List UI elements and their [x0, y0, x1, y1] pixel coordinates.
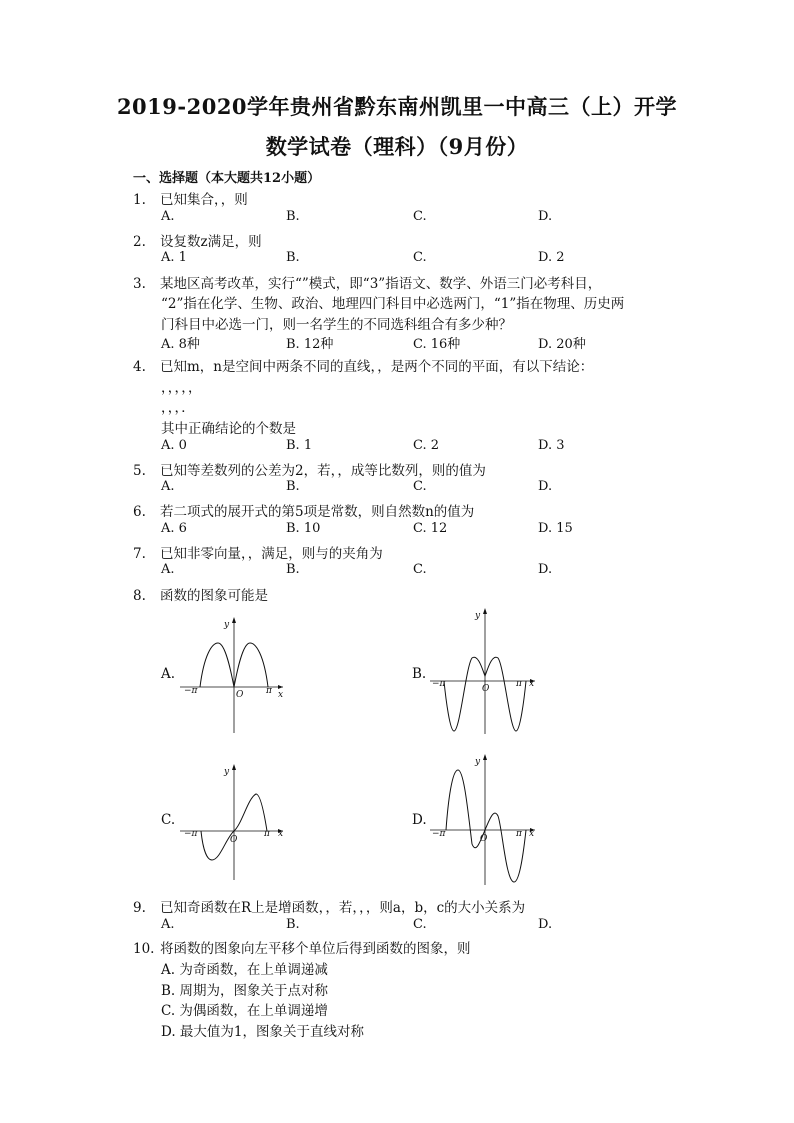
graph-c	[180, 762, 290, 882]
question-8: 8. 函数的图象可能是	[133, 588, 268, 604]
question-10-option-a: A. 为奇函数，在上单调递减	[161, 962, 328, 978]
question-4-options: A. 0 B. 1 C. 2 D. 3	[161, 438, 565, 453]
graph-d-neg-pi-label: −π	[432, 829, 446, 839]
question-9: 9. 已知奇函数在R上是增函数，，若，，，则a，b，c的大小关系为	[133, 900, 526, 916]
question-7-options: A. B. C. D.	[161, 562, 553, 577]
question-6: 6. 若二项式的展开式的第5项是常数，则自然数n的值为	[133, 504, 475, 520]
graph-d-x-label: x	[529, 829, 535, 839]
question-4-line3: ，，，．	[161, 400, 195, 416]
graph-c-y-label: y	[224, 767, 230, 777]
graph-c-origin-label: O	[230, 835, 238, 845]
question-7: 7. 已知非零向量，，满足，则与的夹角为	[133, 546, 383, 562]
question-4-line2: ，，，，，	[161, 380, 202, 396]
question-6-options: A. 6 B. 10 C. 12 D. 15	[161, 521, 573, 536]
question-5-options: A. B. C. D.	[161, 479, 553, 494]
question-2: 2. 设复数z满足，则	[133, 234, 262, 250]
question-10: 10. 将函数的图象向左平移个单位后得到函数的图象，则	[133, 941, 471, 957]
question-3-options: A. 8种 B. 12种 C. 16种 D. 20种	[161, 337, 586, 352]
graph-d	[430, 752, 545, 887]
question-3-line3: 门科目中必选一门，则一名学生的不同选科组合有多少种？	[161, 317, 512, 333]
graph-c-x-label: x	[278, 829, 284, 839]
graph-a-pi-label: π	[266, 686, 272, 696]
graph-a-label: A.	[161, 666, 176, 682]
question-2-options: A. 1 B. C. D. 2	[161, 250, 565, 265]
question-10-option-d: D. 最大值为1，图象关于直线对称	[161, 1024, 365, 1040]
question-3-line2: “2”指在化学、生物、政治、地理四门科目中必选两门，“1”指在物理、历史两	[161, 296, 625, 312]
graph-b-pi-label: π	[516, 679, 522, 689]
section-heading: 一、选择题（本大题共12小题）	[133, 171, 321, 186]
question-9-options: A. B. C. D.	[161, 917, 553, 932]
exam-title-line2: 数学试卷（理科）（9月份）	[265, 134, 529, 159]
graph-a	[180, 615, 290, 735]
question-5: 5. 已知等差数列的公差为2，若，，成等比数列，则的值为	[133, 463, 486, 479]
question-3: 3. 某地区高考改革，实行“”模式，即“3”指语文、数学、外语三门必考科目，	[133, 276, 602, 292]
graph-b-origin-label: O	[482, 684, 490, 694]
graph-b-x-label: x	[529, 679, 535, 689]
graph-a-y-label: y	[224, 620, 230, 630]
question-4: 4. 已知m，n是空间中两条不同的直线，，是两个不同的平面，有以下结论：	[133, 359, 594, 375]
graph-d-label: D.	[412, 812, 427, 828]
question-4-line4: 其中正确结论的个数是	[161, 421, 296, 437]
graph-b-y-label: y	[475, 611, 481, 621]
graph-a-x-label: x	[278, 690, 284, 700]
graph-d-y-label: y	[475, 757, 481, 767]
question-10-option-c: C. 为偶函数，在上单调递增	[161, 1003, 328, 1019]
question-1-options: A. B. C. D.	[161, 209, 553, 224]
exam-title-line1: 2019-2020学年贵州省黔东南州凯里一中高三（上）开学	[116, 94, 678, 119]
question-10-option-b: B. 周期为，图象关于点对称	[161, 983, 329, 999]
graph-d-origin-label: O	[480, 834, 488, 844]
graph-b-label: B.	[412, 666, 427, 682]
graph-c-pi-label: π	[264, 829, 270, 839]
graph-b	[430, 606, 545, 736]
graph-a-origin-label: O	[236, 690, 244, 700]
graph-d-pi-label: π	[516, 829, 522, 839]
graph-c-neg-pi-label: −π	[184, 829, 198, 839]
graph-b-neg-pi-label: −π	[432, 679, 446, 689]
question-1: 1. 已知集合，，则	[133, 192, 248, 208]
graph-c-label: C.	[161, 812, 176, 828]
graph-a-neg-pi-label: −π	[184, 686, 198, 696]
